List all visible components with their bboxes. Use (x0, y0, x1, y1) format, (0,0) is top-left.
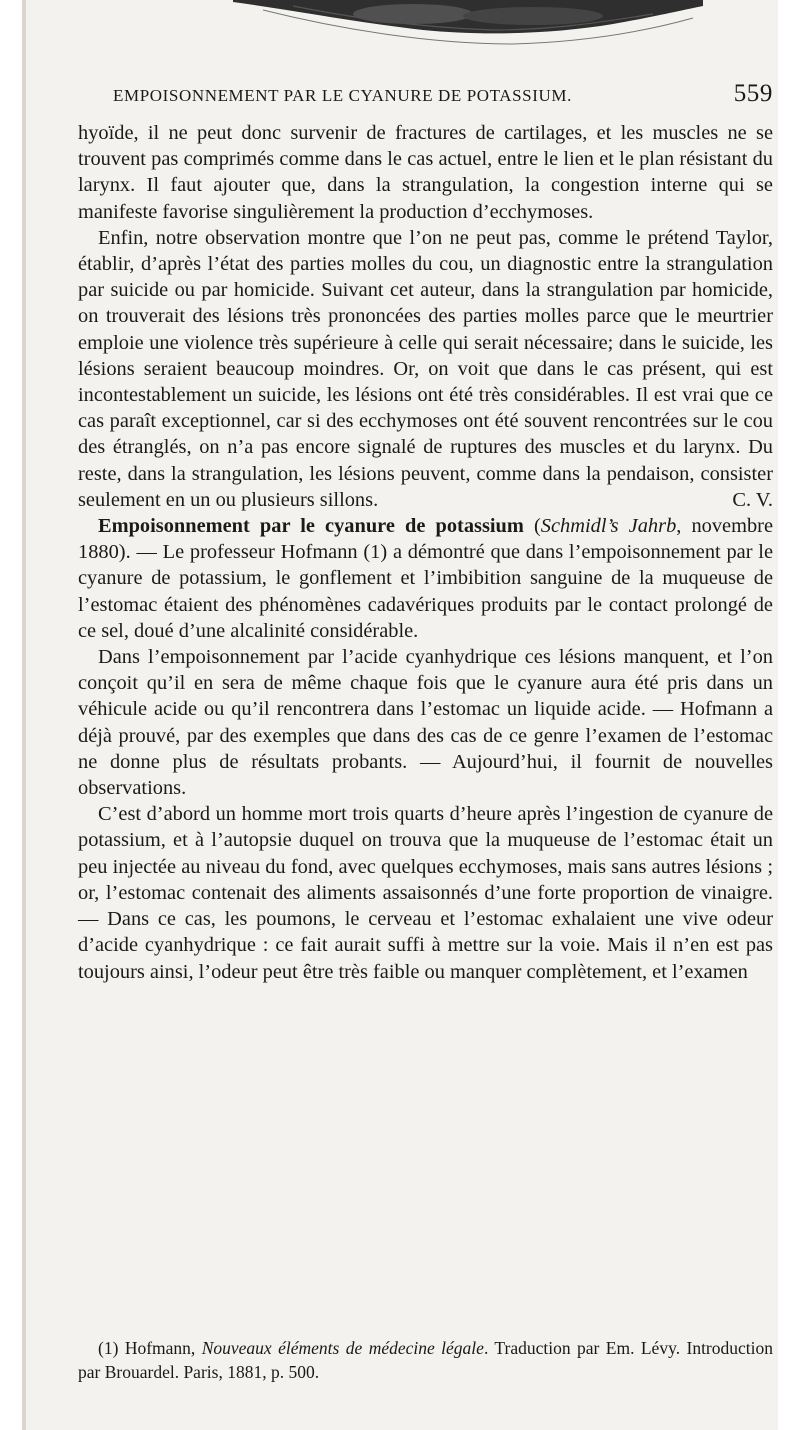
paragraph-4: Dans l’empoisonnement par l’acide cyanhydrique ces lésions manquent, et l’on conçoit qu’il en sera de même chaque fois que le cyanure aura été pris dans un véhicule acide ou qu’il rencontrera dans l’estomac un liquide acide. — Hofmann a déjà prouvé, par des exemples que dans des cas de ce genre l’examen de l’estomac ne donne plus de résultats probants. — Aujourd’hui, il fournit de nouvelles observations. (78, 646, 773, 800)
paragraph-5: C’est d’abord un homme mort trois quarts d’heure après l’ingestion de cyanure de potassium, et à l’autopsie duquel on trouva que la muqueuse de l’estomac était un peu injectée au niveau du fond, avec quelques ecchymoses, mais sans autres lésions ; or, l’estomac contenait des aliments assaisonnés d’une forte proportion de vinaigre. — Dans ce cas, les poumons, le cerveau et l’estomac exhalaient une vive odeur d’acide cyanhydrique : ce fait aurait suffi à mettre sur la voie. Mais il n’en est pas toujours ainsi, l’odeur peut être très faible ou manquer complètement, et l’examen (78, 803, 773, 983)
paragraph-2-text: Enfin, notre observation montre que l’on ne peut pas, comme le prétend Taylor, établir, d’après l’état des parties molles du cou, un diagnostic entre la strangulation par suicide ou par homicide. Suivant cet auteur, dans la strangulation par homicide, on trouverait des lésions très prononcées des parties molles parce que le meurtrier emploie une violence très supérieure à celle qui serait nécessaire; dans le suicide, les lésions seraient beaucoup moindres. Or, on voit que dans le cas présent, qui est incontestablement un suicide, les lésions ont été très considérables. Il est vrai que ce cas paraît exceptionnel, car si des ecchymoses ont été souvent rencontrées sur le cou des étranglés, on n’a pas encore signalé de ruptures des muscles et du larynx. Du reste, dans la strangulation, les lésions peuvent, comme dans la pendaison, consister seulement en un ou plusieurs sillons. (78, 226, 773, 511)
paragraph-2 (78, 225, 773, 513)
body-text (78, 120, 773, 985)
paragraph-3 (78, 513, 773, 644)
running-title: EMPOISONNEMENT PAR LE CYANURE DE POTASSIUM. (113, 86, 572, 105)
paragraph-3-text: , novembre 1880). — Le professeur Hofmann (1) a démontré que dans l’empoisonnement par le cyanure de potassium, le gonflement et l’imbibition sanguine de la muqueuse de l’estomac étaient des phénomènes cadavériques produits par le contact prolongé de ce sel, doué d’une alcalinité considérable. (78, 515, 773, 642)
running-header (113, 80, 773, 110)
paragraph-1: hyoïde, il ne peut donc survenir de fractures de cartilages, et les muscles ne se trouvent pas comprimés comme dans le cas actuel, entre le lien et le plan résistant du larynx. Il faut ajouter que, dans la strangulation, la congestion interne qui se manifeste favorise singulièrement la production d’ecchymoses. (78, 122, 773, 223)
footnote-rest: . Traduction par Em. Lévy. Introduction par Brouardel. Paris, 1881, p. 500. (78, 1338, 773, 1382)
book-page (22, 0, 778, 1430)
section-title: Empoisonnement par le cyanure de potassium (98, 515, 524, 538)
footnote-book-title: Nouveaux éléments de médecine légale (201, 1338, 484, 1358)
page-edge-shadow (22, 0, 26, 1430)
source-citation: Schmidl’s Jahrb (540, 515, 677, 538)
footnote-1 (78, 1336, 773, 1384)
signature: C. V. (732, 488, 773, 511)
footnote-marker: (1) Hofmann, (98, 1338, 202, 1358)
source-open-paren: ( (523, 515, 541, 538)
footnote (78, 1336, 773, 1384)
ink-stain-graphic (233, 0, 703, 48)
page-number: 559 (733, 80, 773, 107)
